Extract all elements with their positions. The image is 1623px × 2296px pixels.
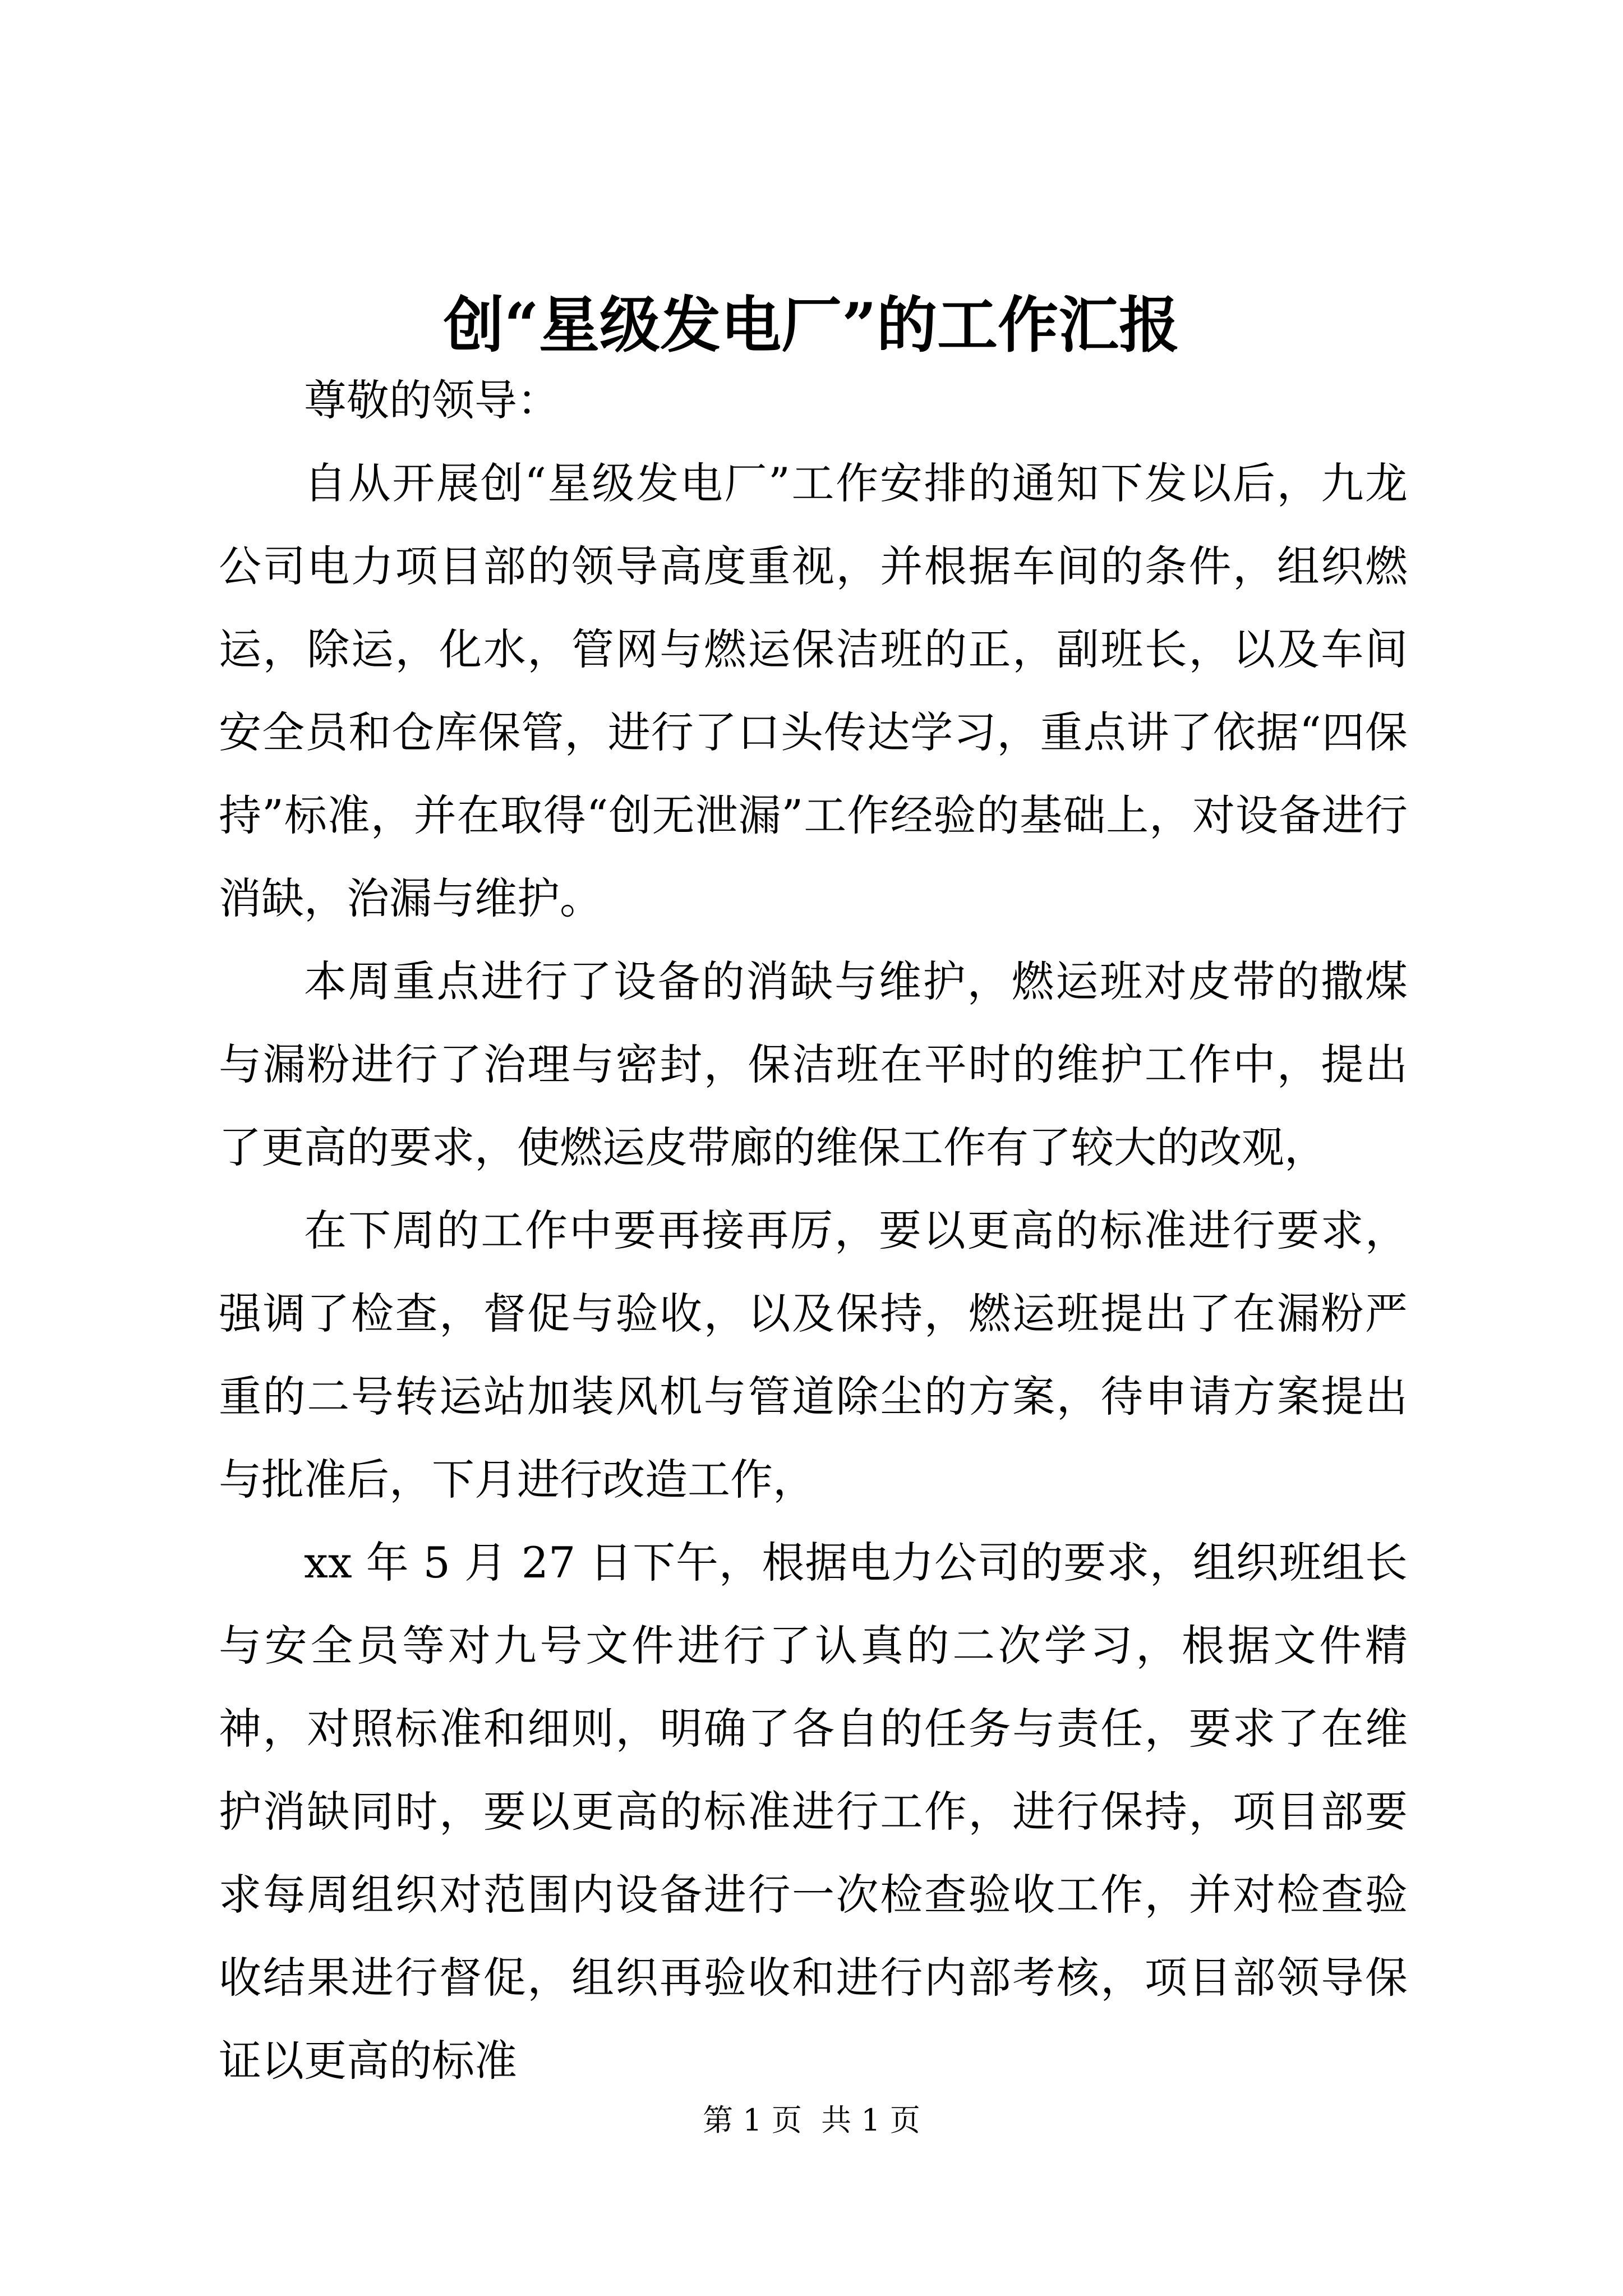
document-title: 创“星级发电厂”的工作汇报: [443, 290, 1180, 361]
paragraph-4: xx 年 5 月 27 日下午，根据电力公司的要求，组织班组长与安全员等对九号文件进行了认真的二次学习，根据文件精神，对照标准和细则，明确了各自的任务与责任，要求了在维护消缺同时，要以更高的标准进行工作，进行保持，项目部要求每周组织对范围内设备进行一次检查验收工作，并对检查验收结果进行督促，组织再验收和进行内部考核，项目部领导保证以更高的标准: [219, 1538, 1408, 2086]
salutation: 尊敬的领导：: [304, 375, 560, 425]
paragraph-2: 本周重点进行了设备的消缺与维护，燃运班对皮带的撒煤与漏粉进行了治理与密封，保洁班在平时的维护工作中，提出了更高的要求，使燃运皮带廊的维保工作有了较大的改观，: [219, 956, 1408, 1172]
page-number-footer: 第 1 页 共 1 页: [703, 2102, 920, 2138]
document-body: [219, 359, 1408, 2102]
paragraph-1: 自从开展创“星级发电厂”工作安排的通知下发以后，九龙公司电力项目部的领导高度重视，并根据车间的条件，组织燃运，除运，化水，管网与燃运保洁班的正，副班长，以及车间安全员和仓库保管，进行了口头传达学习，重点讲了依据“四保持”标准，并在取得“创无泄漏”工作经验的基础上，对设备进行消缺，治漏与维护。: [219, 458, 1408, 923]
paragraph-3: 在下周的工作中要再接再厉，要以更高的标准进行要求，强调了检查，督促与验收，以及保持，燃运班提出了在漏粉严重的二号转运站加装风机与管道除尘的方案，待申请方案提出与批准后，下月进行改造工作，: [219, 1205, 1408, 1504]
